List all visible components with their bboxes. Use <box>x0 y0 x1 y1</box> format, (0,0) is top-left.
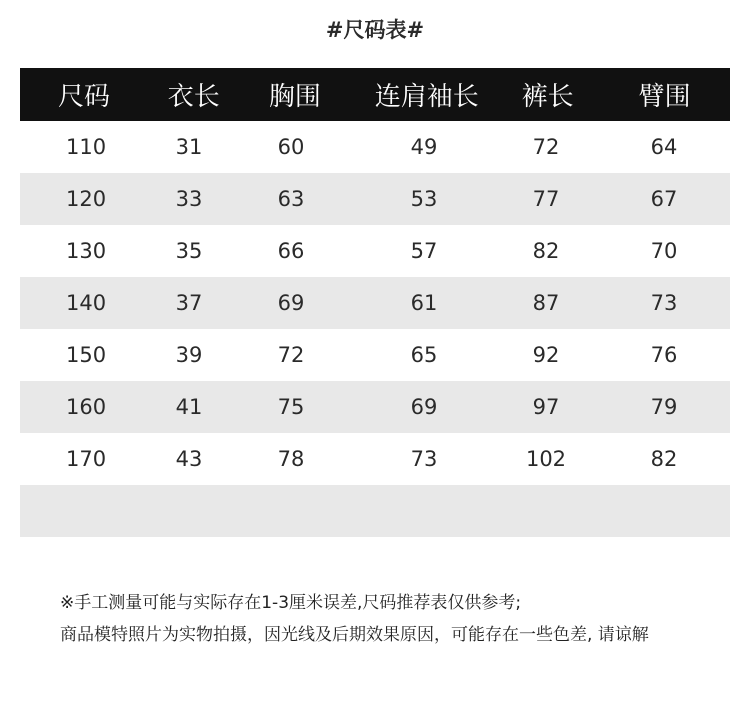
cell-sleeve: 65 <box>410 343 438 367</box>
cell-arm: 67 <box>650 187 678 211</box>
cell-size: 150 <box>66 343 107 367</box>
cell-sleeve: 53 <box>410 187 438 211</box>
header-size: 尺码 <box>58 82 111 112</box>
cell-chest: 75 <box>277 395 305 419</box>
cell-length: 31 <box>175 135 203 159</box>
cell-arm: 76 <box>650 343 678 367</box>
table-row <box>20 173 730 225</box>
cell-pants-length: 92 <box>532 343 560 367</box>
note-color-difference: 商品模特照片为实物拍摄，因光线及后期效果原因，可能存在一些色差, 请谅解 <box>60 625 649 645</box>
cell-chest: 72 <box>277 343 305 367</box>
cell-length: 35 <box>175 239 203 263</box>
cell-chest: 60 <box>277 135 305 159</box>
cell-sleeve: 69 <box>410 395 438 419</box>
header-chest: 胸围 <box>268 82 321 112</box>
cell-sleeve: 73 <box>410 447 438 471</box>
cell-sleeve: 49 <box>410 135 438 159</box>
table-row <box>20 277 730 329</box>
cell-size: 130 <box>66 239 107 263</box>
cell-size: 110 <box>66 135 107 159</box>
table-header <box>20 68 730 121</box>
cell-pants-length: 97 <box>532 395 560 419</box>
header-sleeve: 连肩袖长 <box>374 82 479 112</box>
note-measurement: ※手工测量可能与实际存在1-3厘米误差,尺码推荐表仅供参考; <box>60 593 522 613</box>
cell-size: 140 <box>66 291 107 315</box>
cell-pants-length: 82 <box>532 239 560 263</box>
cell-sleeve: 61 <box>410 291 438 315</box>
table-row <box>20 381 730 433</box>
cell-pants-length: 87 <box>532 291 560 315</box>
table-row-empty <box>20 485 730 537</box>
cell-arm: 79 <box>650 395 678 419</box>
cell-size: 120 <box>66 187 107 211</box>
cell-arm: 64 <box>650 135 678 159</box>
cell-chest: 66 <box>277 239 305 263</box>
header-length: 衣长 <box>167 82 220 112</box>
cell-chest: 78 <box>277 447 305 471</box>
cell-length: 41 <box>175 395 203 419</box>
cell-pants-length: 72 <box>532 135 560 159</box>
cell-pants-length: 102 <box>525 447 567 471</box>
table-row <box>20 329 730 381</box>
cell-arm: 82 <box>650 447 678 471</box>
cell-length: 37 <box>175 291 203 315</box>
table-row <box>20 225 730 277</box>
cell-sleeve: 57 <box>410 239 438 263</box>
cell-chest: 69 <box>277 291 305 315</box>
header-arm: 臂围 <box>638 82 691 112</box>
cell-chest: 63 <box>277 187 305 211</box>
cell-length: 33 <box>175 187 203 211</box>
page-title: #尺码表# <box>325 18 425 42</box>
cell-arm: 70 <box>650 239 678 263</box>
cell-length: 39 <box>175 343 203 367</box>
table-row <box>20 433 730 485</box>
header-pants-length: 裤长 <box>521 82 574 112</box>
size-chart-table <box>20 68 730 537</box>
cell-size: 170 <box>66 447 107 471</box>
cell-length: 43 <box>175 447 203 471</box>
cell-size: 160 <box>66 395 107 419</box>
cell-pants-length: 77 <box>532 187 560 211</box>
cell-arm: 73 <box>650 291 678 315</box>
table-row <box>20 121 730 173</box>
